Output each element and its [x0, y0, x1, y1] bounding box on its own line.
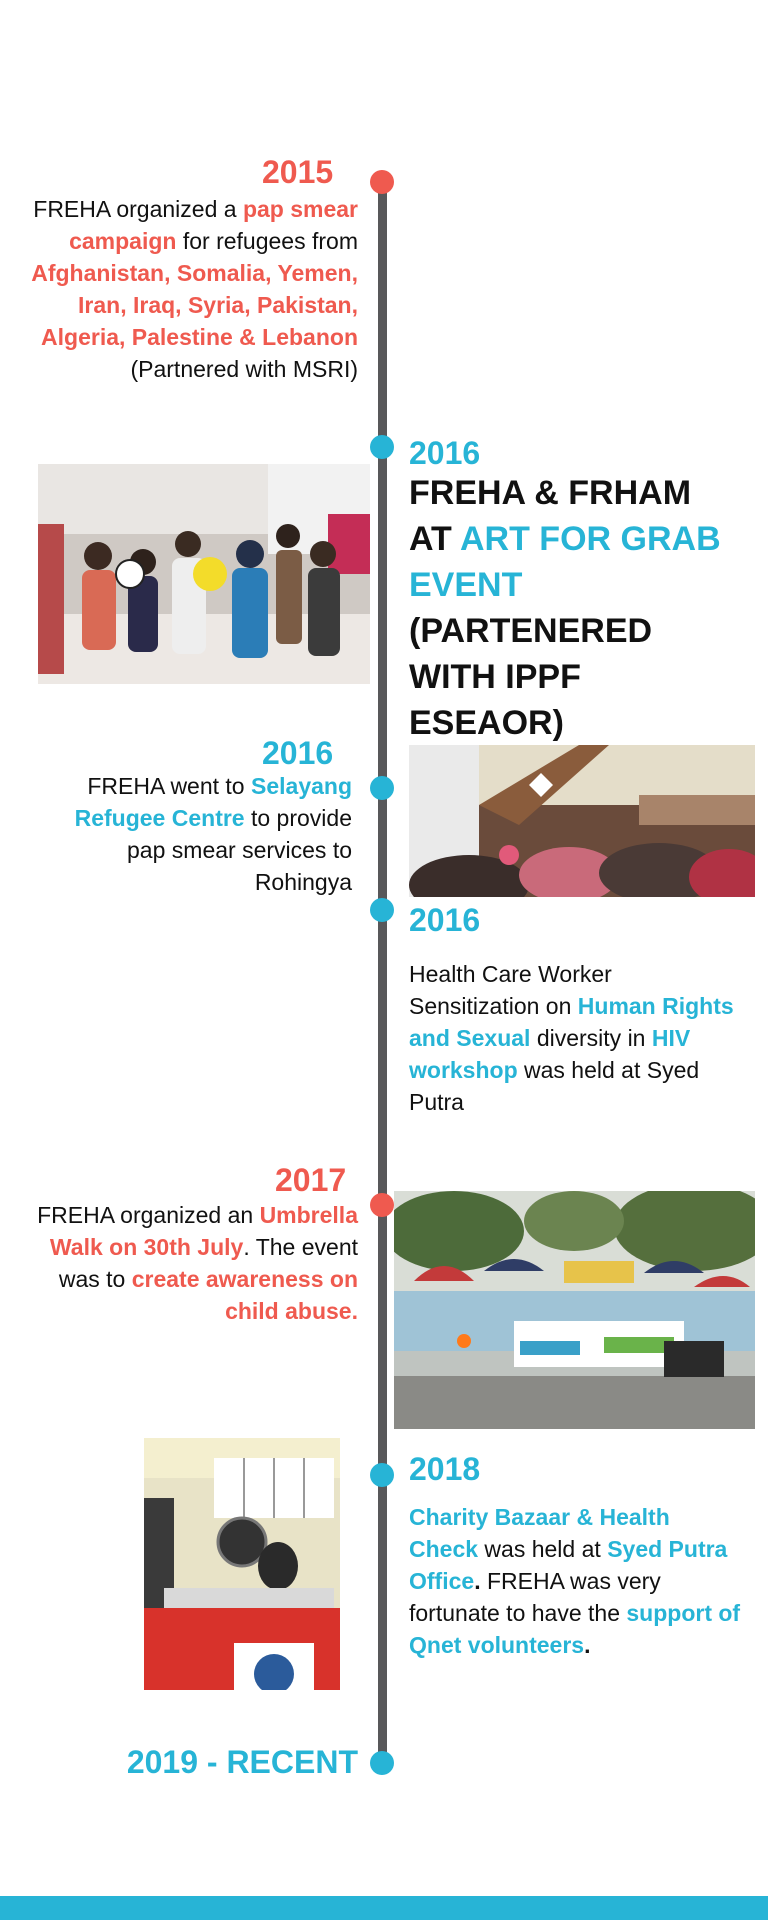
timeline-dot-2016-c — [370, 898, 394, 922]
year-2018: 2018 — [409, 1451, 481, 1487]
event-2017-text: FREHA organized an Umbrella Walk on 30th July. The event was to create awareness on child abuse. — [37, 1202, 358, 1324]
event-2016-c-text: Health Care Worker Sensitization on Human Rights and Sexual diversity in HIV workshop was held at Syed Putra — [409, 961, 734, 1115]
year-2015: 2015 — [262, 154, 334, 190]
footer-bar — [0, 1896, 768, 1920]
year-2019-recent: 2019 - RECENT — [126, 1744, 358, 1780]
event-2018-text: Charity Bazaar & Health Check was held at Syed Putra Office. FREHA was very fortunate to have the support of Qnet volunteers. — [409, 1504, 741, 1658]
umbrella-walk-photo — [394, 1191, 755, 1429]
charity-bazaar-photo — [144, 1438, 340, 1690]
timeline-dot-2017 — [370, 1193, 394, 1217]
year-2016-b: 2016 — [262, 735, 334, 771]
year-2016-a: 2016 — [409, 435, 481, 471]
timeline-dot-2019 — [370, 1751, 394, 1775]
art-for-grab-photo — [38, 464, 370, 684]
event-2016-b-text: FREHA went to Selayang Refugee Centre to provide pap smear services to Rohingya — [74, 773, 352, 895]
timeline-dot-2016-a — [370, 435, 394, 459]
year-2016-c: 2016 — [409, 902, 481, 938]
year-2017: 2017 — [275, 1162, 347, 1198]
timeline-dot-2016-b — [370, 776, 394, 800]
timeline-dot-2015 — [370, 170, 394, 194]
event-2015-text: FREHA organized a pap smear campaign for refugees from Afghanistan, Somalia, Yemen, Iran, Iraq, Syria, Pakistan, Algeria, Palestine & Lebanon (Partnered with MSRI) — [31, 196, 358, 382]
timeline-dot-2018 — [370, 1463, 394, 1487]
event-2016-a-title: FREHA & FRHAM AT ART FOR GRAB EVENT (PARTENERED WITH IPPF ESEAOR) — [409, 474, 721, 742]
timeline-line — [378, 180, 387, 1763]
selayang-photo — [409, 745, 755, 897]
